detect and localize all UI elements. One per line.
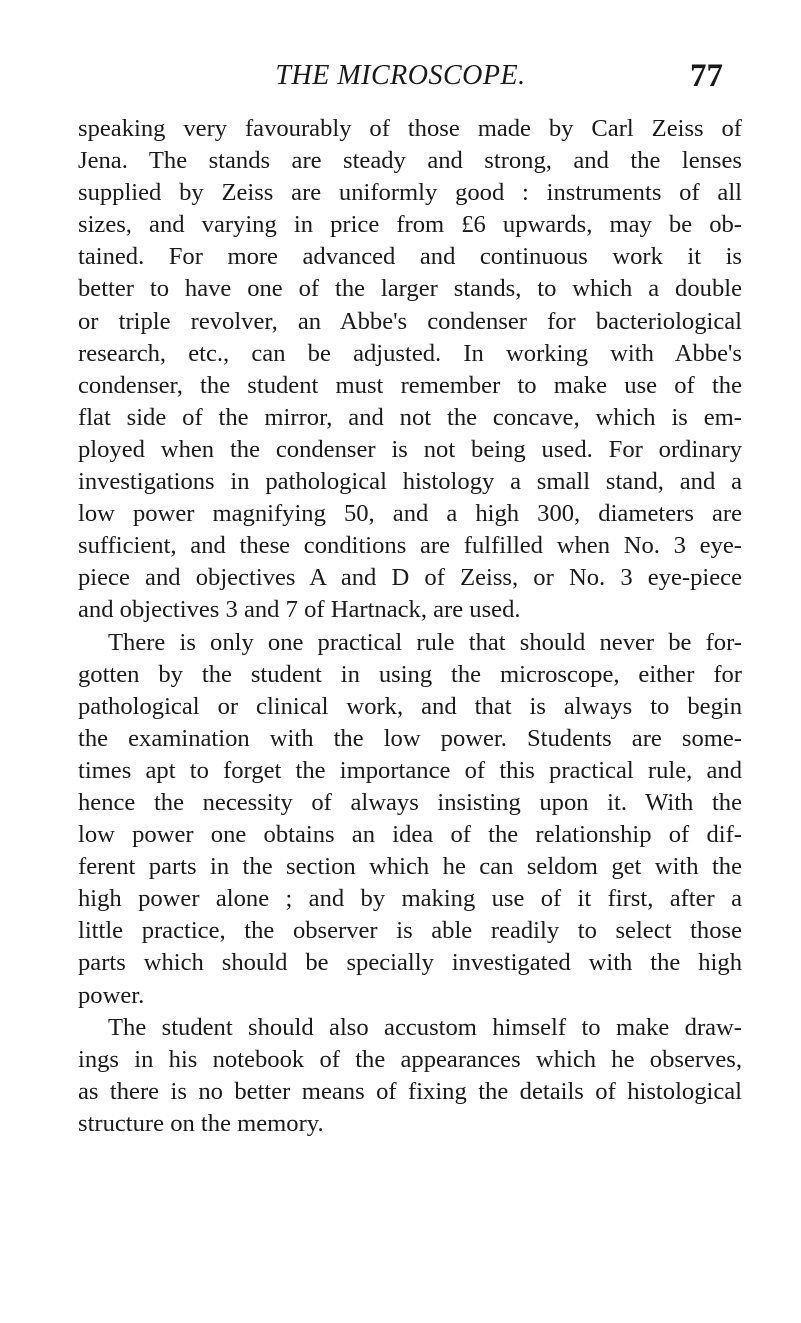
text-line: better to have one of the larger stands, to which a double bbox=[78, 275, 742, 303]
text-body bbox=[78, 113, 742, 1140]
text-line: piece and objectives A and D of Zeiss, or No. 3 eye-piece bbox=[78, 564, 742, 592]
text-line: The student should also accustom himself to make draw- bbox=[108, 1013, 742, 1041]
text-line: ings in his notebook of the appearances which he observes, bbox=[78, 1045, 742, 1073]
text-line: hence the necessity of always insisting upon it. With the bbox=[78, 788, 742, 816]
text-line: There is only one practical rule that should never be for- bbox=[108, 628, 742, 656]
text-line: investigations in pathological histology a small stand, and a bbox=[78, 468, 742, 496]
text-line: the examination with the low power. Students are some- bbox=[78, 724, 742, 752]
text-line: Jena. The stands are steady and strong, and the lenses bbox=[78, 147, 742, 175]
text-line: supplied by Zeiss are uniformly good : instruments of all bbox=[78, 179, 742, 207]
text-line: ployed when the condenser is not being used. For ordinary bbox=[78, 435, 742, 463]
page-number: 77 bbox=[690, 58, 723, 94]
text-line: pathological or clinical work, and that is always to begin bbox=[78, 692, 742, 720]
text-line: speaking very favourably of those made by Carl Zeiss of bbox=[78, 115, 742, 142]
text-line: condenser, the student must remember to make use of the bbox=[78, 371, 742, 399]
paragraph-1 bbox=[78, 113, 742, 627]
text-line: tained. For more advanced and continuous work it is bbox=[78, 243, 742, 271]
paragraph-3 bbox=[78, 1012, 742, 1140]
text-line: low power one obtains an idea of the relationship of dif- bbox=[78, 821, 742, 849]
text-line: and objectives 3 and 7 of Hartnack, are used. bbox=[78, 596, 521, 624]
text-line: research, etc., can be adjusted. In working with Abbe's bbox=[78, 339, 742, 367]
text-line: parts which should be specially investigated with the high bbox=[78, 949, 742, 977]
running-head bbox=[0, 58, 801, 98]
text-line: gotten by the student in using the microscope, either for bbox=[78, 660, 742, 688]
text-line: sufficient, and these conditions are fulfilled when No. 3 eye- bbox=[78, 532, 742, 560]
running-title: THE MICROSCOPE. bbox=[275, 60, 526, 91]
text-line: sizes, and varying in price from £6 upwards, may be ob- bbox=[78, 211, 742, 239]
paragraph-2 bbox=[78, 627, 742, 1012]
text-line: as there is no better means of fixing the details of histological bbox=[78, 1077, 742, 1105]
text-line: times apt to forget the importance of this practical rule, and bbox=[78, 756, 742, 784]
text-line: ferent parts in the section which he can seldom get with the bbox=[78, 853, 742, 881]
text-line: structure on the memory. bbox=[78, 1109, 324, 1137]
text-line: high power alone ; and by making use of it first, after a bbox=[78, 885, 742, 913]
text-line: little practice, the observer is able readily to select those bbox=[78, 917, 742, 945]
text-line: power. bbox=[78, 981, 145, 1009]
text-line: flat side of the mirror, and not the concave, which is em- bbox=[78, 403, 742, 431]
text-line: low power magnifying 50, and a high 300, diameters are bbox=[78, 500, 742, 528]
text-line: or triple revolver, an Abbe's condenser for bacteriological bbox=[78, 307, 742, 335]
